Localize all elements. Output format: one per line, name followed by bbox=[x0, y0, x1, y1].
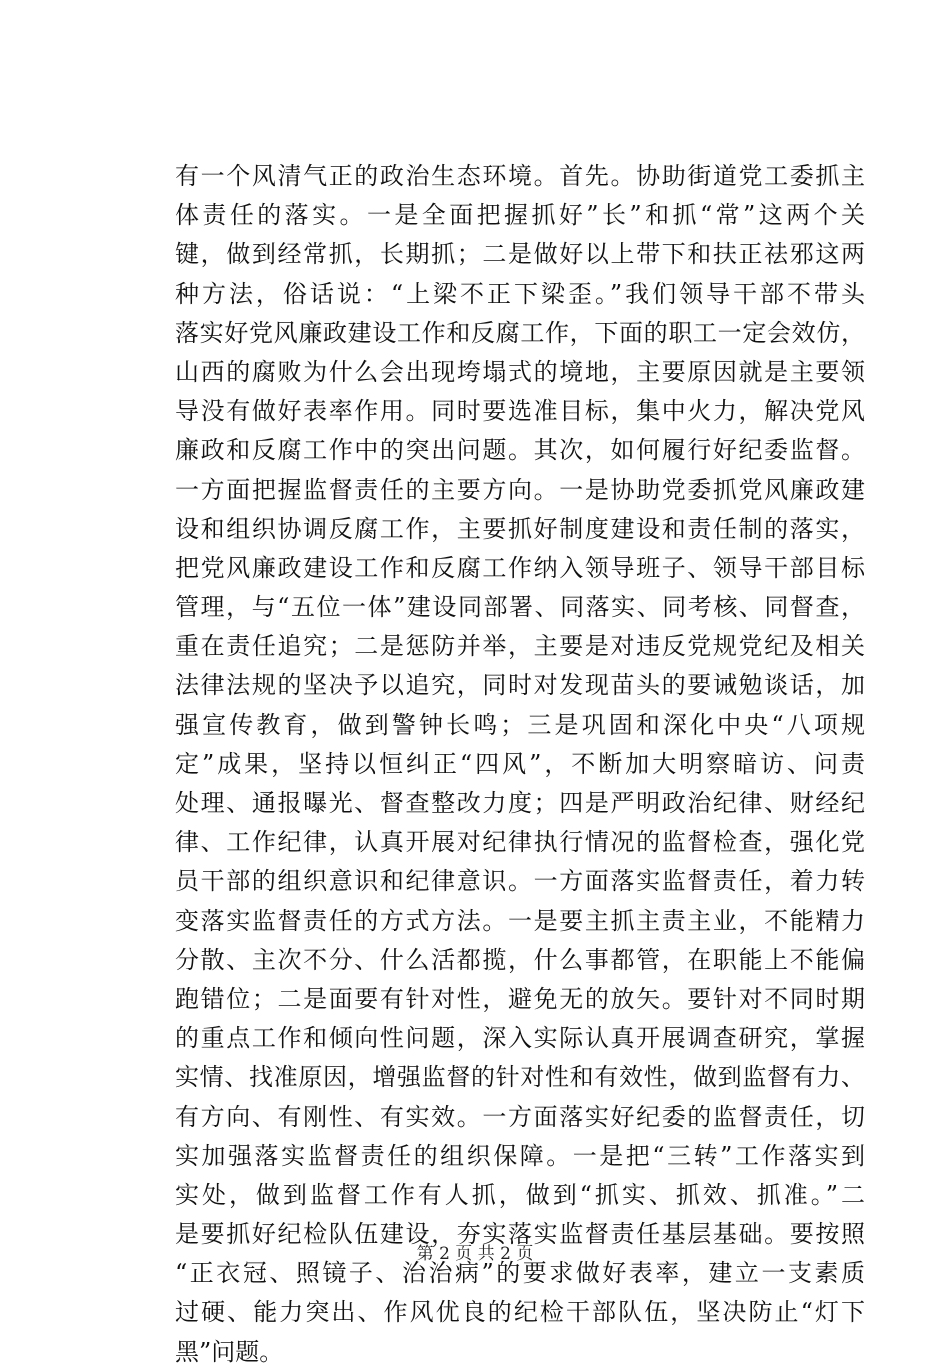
page-number-footer: 第 2 页 共 2 页 bbox=[416, 1244, 534, 1264]
text-line: 种方法，俗话说：“上梁不正下梁歪。”我们领导干部不带头 bbox=[175, 279, 865, 308]
text-line: 体责任的落实。一是全面把握抓好”长”和抓“常”这两个关 bbox=[175, 201, 865, 230]
text-line: 把党风廉政建设工作和反腐工作纳入领导班子、领导干部目标 bbox=[175, 553, 865, 582]
text-line: 处理、通报曝光、督查整改力度；四是严明政治纪律、财经纪 bbox=[175, 789, 865, 817]
text-line: 导没有做好表率作用。同时要选准目标，集中火力，解决党风 bbox=[175, 397, 865, 426]
text-line: 落实好党风廉政建设工作和反腐工作，下面的职工一定会效仿， bbox=[175, 318, 865, 347]
text-line: 员干部的组织意识和纪律意识。一方面落实监督责任，着力转 bbox=[175, 867, 865, 896]
text-line: 是要抓好纪检队伍建设，夯实落实监督责任基层基础。要按照 bbox=[175, 1220, 865, 1249]
text-line: 有方向、有刚性、有实效。一方面落实好纪委的监督责任，切 bbox=[175, 1102, 865, 1131]
text-line: 重在责任追究；二是惩防并举，主要是对违反党规党纪及相关 bbox=[175, 632, 865, 661]
text-line: 设和组织协调反腐工作，主要抓好制度建设和责任制的落实， bbox=[175, 514, 865, 543]
text-line: 法律法规的坚决予以追究，同时对发现苗头的要诫勉谈话，加 bbox=[175, 671, 865, 700]
body-paragraph bbox=[175, 157, 865, 1372]
text-line: 有一个风清气正的政治生态环境。首先。协助街道党工委抓主 bbox=[175, 162, 865, 190]
text-line: 黑”问题。 bbox=[175, 1337, 284, 1366]
text-line: 律、工作纪律，认真开展对纪律执行情况的监督检查，强化党 bbox=[175, 828, 865, 857]
text-line: “正衣冠、照镜子、治治病”的要求做好表率，建立一支素质 bbox=[175, 1259, 865, 1288]
text-line: 键，做到经常抓，长期抓；二是做好以上带下和扶正祛邪这两 bbox=[175, 240, 865, 269]
text-line: 的重点工作和倾向性问题，深入实际认真开展调查研究，掌握 bbox=[175, 1024, 865, 1053]
text-line: 强宣传教育，做到警钟长鸣；三是巩固和深化中央“八项规 bbox=[175, 710, 865, 739]
text-line: 实处，做到监督工作有人抓，做到“抓实、抓效、抓准。”二 bbox=[175, 1180, 865, 1209]
text-line: 跑错位；二是面要有针对性，避免无的放矢。要针对不同时期 bbox=[175, 984, 865, 1013]
text-line: 变落实监督责任的方式方法。一是要主抓主责主业，不能精力 bbox=[175, 906, 865, 935]
text-line: 廉政和反腐工作中的突出问题。其次，如何履行好纪委监督。 bbox=[175, 436, 865, 465]
text-line: 一方面把握监督责任的主要方向。一是协助党委抓党风廉政建 bbox=[175, 475, 865, 504]
text-line: 管理，与“五位一体”建设同部署、同落实、同考核、同督查， bbox=[175, 593, 865, 622]
text-line: 过硬、能力突出、作风优良的纪检干部队伍，坚决防止“灯下 bbox=[175, 1298, 865, 1327]
text-line: 分散、主次不分、什么活都揽，什么事都管，在职能上不能偏 bbox=[175, 945, 865, 974]
text-line: 定”成果，坚持以恒纠正“四风”，不断加大明察暗访、问责 bbox=[175, 749, 865, 778]
text-line: 实加强落实监督责任的组织保障。一是把“三转”工作落实到 bbox=[175, 1141, 865, 1170]
text-line: 山西的腐败为什么会出现垮塌式的境地，主要原因就是主要领 bbox=[175, 357, 865, 386]
text-line: 实情、找准原因，增强监督的针对性和有效性，做到监督有力、 bbox=[175, 1063, 865, 1092]
